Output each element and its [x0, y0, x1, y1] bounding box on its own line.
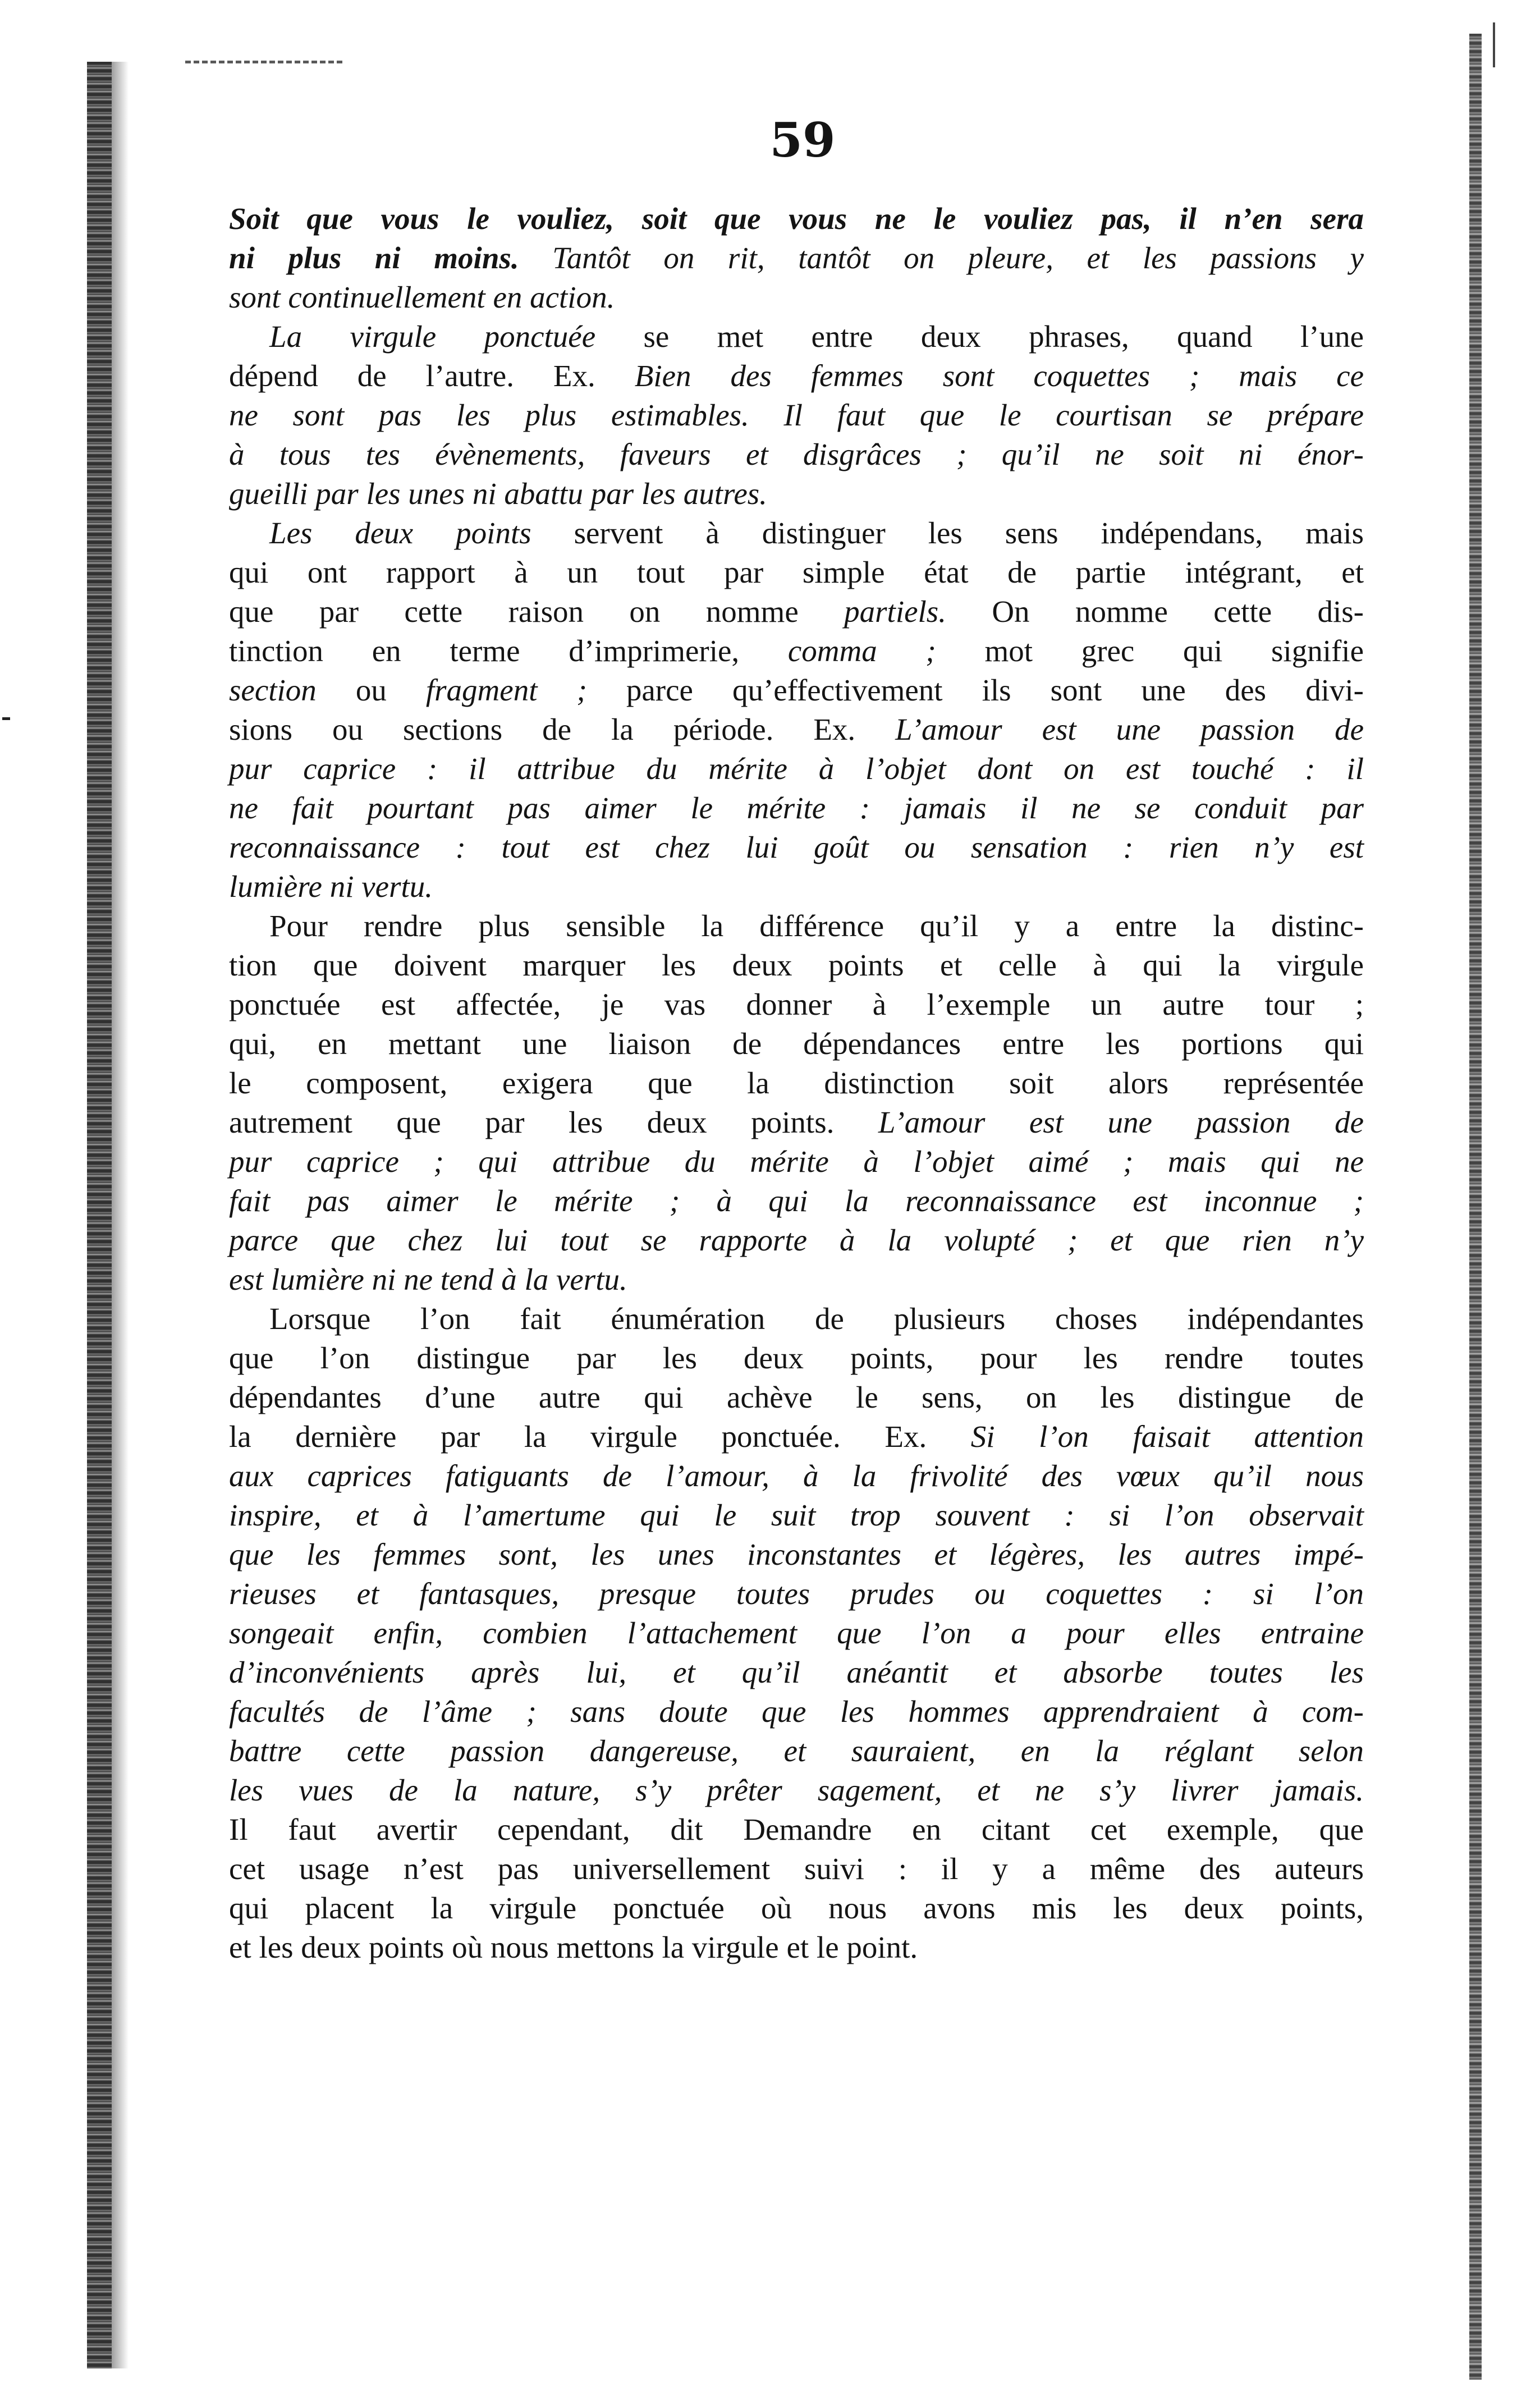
text-line [229, 867, 1364, 906]
text-line [229, 1928, 1364, 1967]
roman-text: tinction en terme d’imprimerie, [229, 634, 788, 668]
italic-text: pur caprice : il attribue du mérite à l’objet dont on est touché : il [229, 752, 1364, 786]
roman-text: ou [316, 673, 426, 707]
italic-text: d’inconvénients après lui, et qu’il anéantit et absorbe toutes les [229, 1655, 1364, 1689]
italic-text: reconnaissance : tout est chez lui goût ou sensation : rien n’y est [229, 830, 1364, 864]
italic-text: gueilli par les unes ni abattu par les autres. [229, 476, 767, 511]
italic-text: fragment ; [425, 673, 587, 707]
italic-text: section [229, 673, 317, 707]
roman-text: cet usage n’est pas universellement suivi : il y a même des auteurs [229, 1852, 1364, 1886]
text-line [229, 199, 1364, 239]
italic-text: ne sont pas les plus estimables. Il faut que le courtisan se prépare [229, 398, 1364, 432]
text-line [229, 1417, 1364, 1456]
roman-text: Pour rendre plus sensible la différence qu’il y a entre la distinc- [269, 909, 1364, 943]
roman-text: qui, en mettant une liaison de dépendances entre les portions qui [229, 1027, 1364, 1061]
italic-text: fait pas aimer le mérite ; à qui la reconnaissance est inconnue ; [229, 1184, 1364, 1218]
roman-text: ponctuée est affectée, je vas donner à l’exemple un autre tour ; [229, 987, 1364, 1021]
italic-text: rieuses et fantasques, presque toutes prudes ou coquettes : si l’on [229, 1577, 1364, 1611]
italic-text: comma ; [787, 634, 936, 668]
italic-text: est lumière ni ne tend à la vertu. [229, 1262, 627, 1296]
italic-text: les vues de la nature, s’y prêter sagement, et ne s’y livrer jamais. [229, 1773, 1364, 1807]
text-line [229, 1103, 1364, 1142]
roman-text: On nomme cette dis- [946, 594, 1364, 629]
top-scan-mark [185, 61, 342, 63]
italic-text: facultés de l’âme ; sans doute que les hommes apprendraient à com- [229, 1694, 1364, 1729]
roman-text: que l’on distingue par les deux points, pour les rendre toutes [229, 1341, 1364, 1375]
italic-text: La virgule ponctuée [269, 319, 596, 354]
binding-shadow [112, 62, 129, 2368]
text-line [229, 1142, 1364, 1181]
italic-text: sont continuellement en action. [229, 280, 615, 314]
italic-text: aux caprices fatiguants de l’amour, à la frivolité des vœux qu’il nous [229, 1459, 1364, 1493]
italic-text: songeait enfin, combien l’attachement que l’on a pour elles entraine [229, 1616, 1364, 1650]
text-line [229, 985, 1364, 1024]
text-line [229, 1692, 1364, 1731]
text-line [229, 1574, 1364, 1614]
roman-text: la dernière par la virgule ponctuée. Ex. [229, 1419, 971, 1454]
text-line [229, 239, 1364, 278]
roman-text: mot grec qui signifie [936, 634, 1364, 668]
text-line [229, 789, 1364, 828]
text-line [229, 671, 1364, 710]
text-line [229, 356, 1364, 396]
text-line [229, 1221, 1364, 1260]
text-line [229, 1064, 1364, 1103]
italic-text: Tantôt on rit, tantôt on pleure, et les passions y [519, 241, 1364, 275]
text-line [229, 631, 1364, 671]
italic-text: L’amour est une passion de [878, 1105, 1364, 1139]
text-line [229, 1456, 1364, 1496]
text-line [229, 1378, 1364, 1417]
text-line [229, 1889, 1364, 1928]
roman-text: qui placent la virgule ponctuée où nous avons mis les deux points, [229, 1891, 1364, 1925]
roman-text: qui ont rapport à un tout par simple état de partie intégrant, et [229, 555, 1364, 589]
roman-text: dépendantes d’une autre qui achève le sens, on les distingue de [229, 1380, 1364, 1414]
roman-text: parce qu’effectivement ils sont une des divi- [586, 673, 1364, 707]
italic-text: Si l’on faisait attention [970, 1419, 1364, 1454]
text-line [229, 553, 1364, 592]
text-line [229, 1339, 1364, 1378]
italic-text: Les deux points [269, 516, 531, 550]
text-line [229, 1731, 1364, 1771]
roman-text: et les deux points où nous mettons la virgule et le point. [229, 1930, 918, 1964]
roman-text: dépend de l’autre. Ex. [229, 359, 635, 393]
text-line [229, 474, 1364, 514]
page-number: 59 [769, 112, 836, 168]
italic-text: lumière ni vertu. [229, 869, 433, 904]
text-line [229, 396, 1364, 435]
text-line [229, 749, 1364, 789]
italic-text: Bien des femmes sont coquettes ; mais ce [634, 359, 1364, 393]
margin-tick [2, 717, 10, 720]
text-line [229, 828, 1364, 867]
text-line [229, 1299, 1364, 1339]
roman-text: se met entre deux phrases, quand l’une [595, 319, 1364, 354]
text-line [229, 906, 1364, 946]
body-text [229, 199, 1364, 1967]
roman-text: Il faut avertir cependant, dit Demandre en citant cet exemple, que [229, 1812, 1364, 1846]
text-line [229, 1181, 1364, 1221]
roman-text: le composent, exigera que la distinction soit alors représentée [229, 1066, 1364, 1100]
italic-text: ni plus ni moins. [229, 241, 519, 275]
text-line [229, 1260, 1364, 1299]
text-line [229, 1849, 1364, 1889]
binding-edge [87, 62, 112, 2368]
italic-text: Soit que vous le vouliez, soit que vous ne le vouliez pas, il n’en sera [229, 201, 1364, 236]
roman-text: sions ou sections de la période. Ex. [229, 712, 896, 746]
italic-text: partiels. [844, 594, 946, 629]
italic-text: que les femmes sont, les unes inconstantes et légères, les autres impé- [229, 1537, 1364, 1571]
italic-text: parce que chez lui tout se rapporte à la volupté ; et que rien n’y [229, 1223, 1364, 1257]
text-line [229, 946, 1364, 985]
text-line [229, 435, 1364, 474]
text-line [229, 1810, 1364, 1849]
italic-text: L’amour est une passion de [895, 712, 1364, 746]
text-line [229, 317, 1364, 356]
italic-text: inspire, et à l’amertume qui le suit trop souvent : si l’on observait [229, 1498, 1364, 1532]
text-line [229, 710, 1364, 749]
page-edge-mark [1493, 22, 1495, 67]
roman-text: Lorsque l’on fait énumération de plusieurs choses indépendantes [269, 1302, 1364, 1336]
roman-text: que par cette raison on nomme [229, 594, 845, 629]
italic-text: à tous tes évènements, faveurs et disgrâces ; qu’il ne soit ni énor- [229, 437, 1364, 471]
text-line [229, 1496, 1364, 1535]
italic-text: ne fait pourtant pas aimer le mérite : jamais il ne se conduit par [229, 791, 1364, 825]
italic-text: pur caprice ; qui attribue du mérite à l’objet aimé ; mais qui ne [229, 1144, 1364, 1179]
text-line [229, 592, 1364, 631]
page-edge-right [1469, 34, 1482, 2380]
roman-text: tion que doivent marquer les deux points et celle à qui la virgule [229, 948, 1364, 982]
text-line [229, 1614, 1364, 1653]
text-line [229, 1024, 1364, 1064]
roman-text: servent à distinguer les sens indépendans, mais [531, 516, 1364, 550]
text-line [229, 514, 1364, 553]
text-line [229, 1771, 1364, 1810]
text-line [229, 1535, 1364, 1574]
roman-text: autrement que par les deux points. [229, 1105, 878, 1139]
text-line [229, 1653, 1364, 1692]
italic-text: battre cette passion dangereuse, et sauraient, en la réglant selon [229, 1734, 1364, 1768]
text-line [229, 278, 1364, 317]
